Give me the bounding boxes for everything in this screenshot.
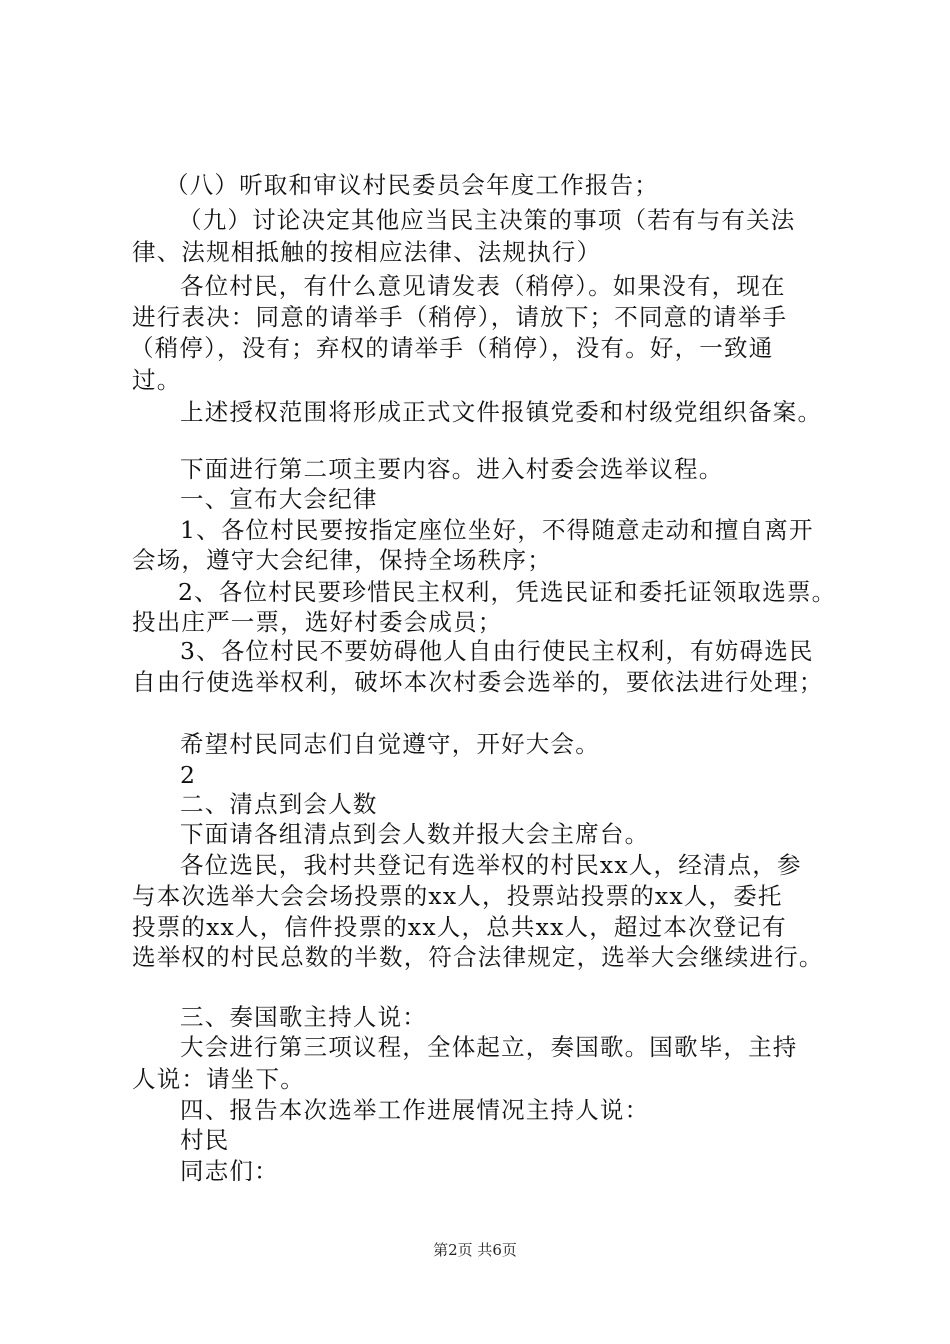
text-line-7: 过。	[132, 366, 182, 394]
section-heading-4: 四、报告本次选举工作进展情况主持人说：	[180, 1096, 650, 1124]
text-line-29: 村民	[180, 1126, 230, 1154]
text-line-14: 投出庄严一票，选好村委会成员；	[132, 608, 503, 636]
text-line-6: （稍停），没有；弃权的请举手（稍停），没有。好，一致通	[130, 334, 774, 362]
text-line-16: 自由行使选举权利，破坏本次村委会选举的，要依法进行处理；	[132, 668, 824, 696]
text-line-24: 选举权的村民总数的半数，符合法律规定，选举大会继续进行。	[132, 943, 824, 971]
section-heading-1: 一、宣布大会纪律	[180, 485, 378, 513]
text-line-8: 上述授权范围将形成正式文件报镇党委和村级党组织备案。	[180, 398, 823, 426]
text-line-9: 下面进行第二项主要内容。进入村委会选举议程。	[180, 455, 724, 483]
section-heading-3: 三、奏国歌主持人说：	[180, 1003, 427, 1031]
text-line-1: （八）听取和审议村民委员会年度工作报告；	[165, 171, 659, 199]
text-line-27: 人说：请坐下。	[132, 1065, 305, 1093]
page-number-marker: 2	[180, 761, 197, 789]
page-footer: 第2页 共6页	[433, 1241, 517, 1259]
text-line-17: 希望村民同志们自觉遵守，开好大会。	[180, 730, 600, 758]
text-line-26: 大会进行第三项议程，全体起立，奏国歌。国歌毕，主持	[180, 1033, 798, 1061]
text-line-23: 投票的xx人，信件投票的xx人，总共xx人，超过本次登记有	[132, 913, 787, 941]
text-line-11: 1、各位村民要按指定座位坐好，不得随意走动和擅自离开	[180, 516, 814, 544]
text-line-13: 2、各位村民要珍惜民主权利，凭选民证和委托证领取选票。	[178, 578, 837, 606]
text-line-21: 各位选民，我村共登记有选举权的村民xx人，经清点，参	[180, 851, 802, 879]
text-line-3: 律、法规相抵触的按相应法律、法规执行）	[132, 238, 602, 266]
text-line-2: （九）讨论决定其他应当民主决策的事项（若有与有关法	[178, 206, 796, 234]
text-line-30: 同志们：	[180, 1157, 279, 1185]
text-line-5: 进行表决：同意的请举手（稍停），请放下；不同意的请举手	[132, 303, 788, 331]
text-line-12: 会场，遵守大会纪律，保持全场秩序；	[132, 546, 552, 574]
text-line-15: 3、各位村民不要妨碍他人自由行使民主权利，有妨碍选民	[180, 637, 814, 665]
text-line-20: 下面请各组清点到会人数并报大会主席台。	[180, 820, 650, 848]
section-heading-2: 二、清点到会人数	[180, 790, 378, 818]
text-line-4: 各位村民，有什么意见请发表（稍停）。如果没有，现在	[180, 272, 786, 300]
text-line-22: 与本次选举大会会场投票的xx人，投票站投票的xx人，委托	[132, 882, 783, 910]
